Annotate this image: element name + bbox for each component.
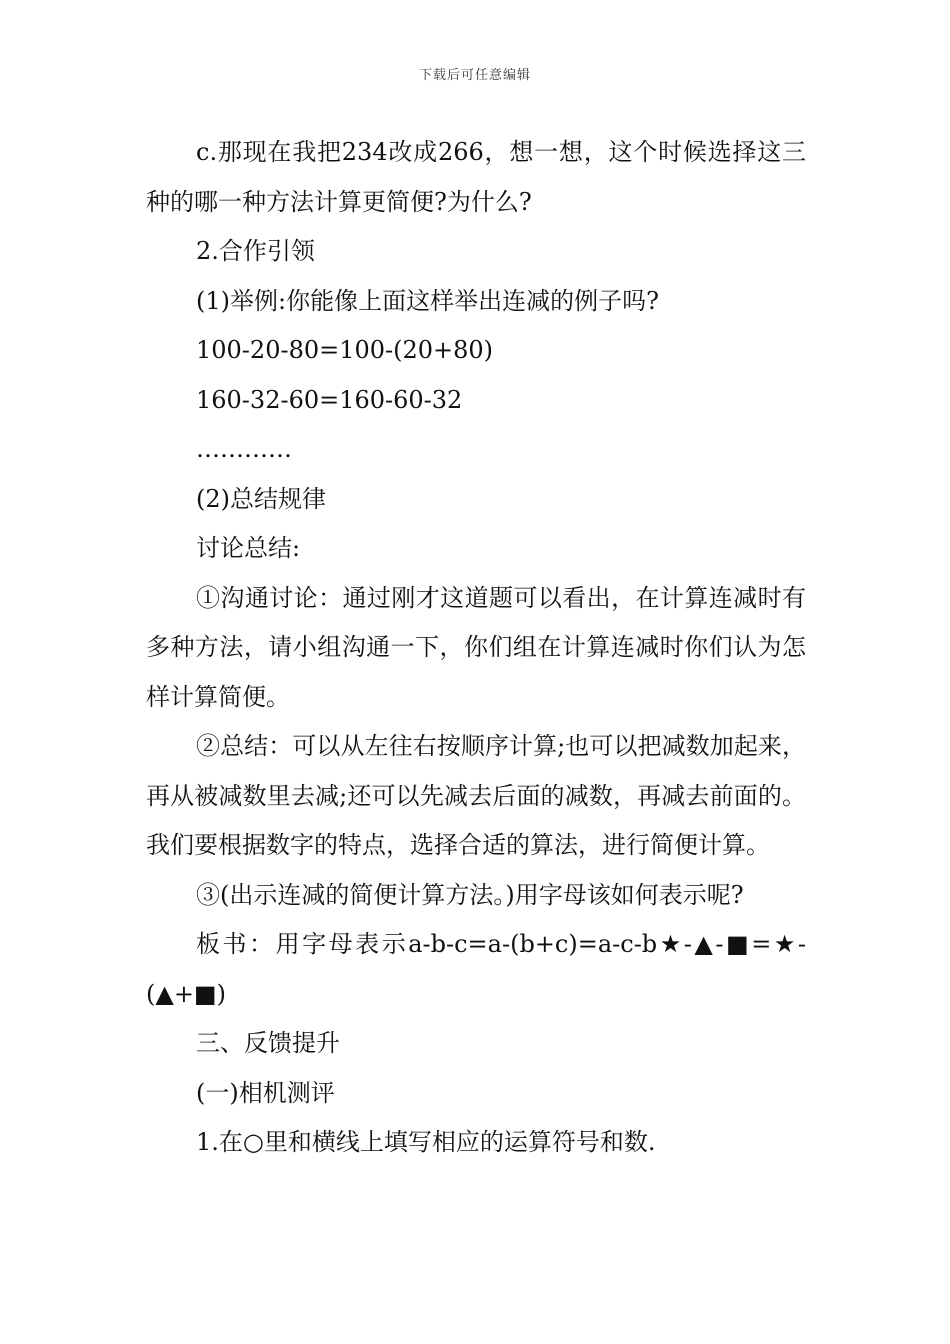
subheading-assessment: (一)相机测评 — [196, 1078, 335, 1107]
paragraph-question-c: c.那现在我把234改成266，想一想，这个时候选择这三种的哪一种方法计算更简便?为什么? — [146, 138, 806, 216]
paragraph-discussion-label: 讨论总结: — [196, 534, 301, 562]
paragraph-summary-2: ②总结：可以从左往右按顺序计算;也可以把减数加起来，再从被减数里去减;还可以先减去后面的减数，再减去前面的。我们要根据数字的特点，选择合适的算法，进行简便计算。 — [146, 732, 806, 859]
paragraph-example-prompt: (1)举例:你能像上面这样举出连减的例子吗? — [196, 286, 659, 315]
section-heading-cooperation: 2.合作引领 — [196, 237, 315, 265]
paragraph-discussion-1: ①沟通讨论：通过刚才这道题可以看出，在计算连减时有多种方法，请小组沟通一下，你们组在计算连减时你们认为怎样计算简便。 — [146, 583, 806, 711]
document-body — [146, 128, 806, 1168]
page-header: 下载后可任意编辑 — [418, 68, 531, 83]
ellipsis-line: ………… — [196, 435, 292, 463]
paragraph-letters-3: ③(出示连减的简便计算方法。)用字母该如何表示呢? — [196, 880, 744, 909]
subheading-summary-rules: (2)总结规律 — [196, 484, 326, 513]
paragraph-board-writing: 板书：用字母表示a-b-c=a-(b+c)=a-c-b★-▲-■=★-(▲+■) — [146, 930, 806, 1008]
equation-example-2: 160-32-60=160-60-32 — [196, 385, 463, 414]
paragraph-exercise-1: 1.在○里和横线上填写相应的运算符号和数. — [196, 1128, 656, 1156]
equation-example-1: 100-20-80=100-(20+80) — [196, 336, 494, 364]
section-heading-feedback: 三、反馈提升 — [196, 1029, 340, 1057]
